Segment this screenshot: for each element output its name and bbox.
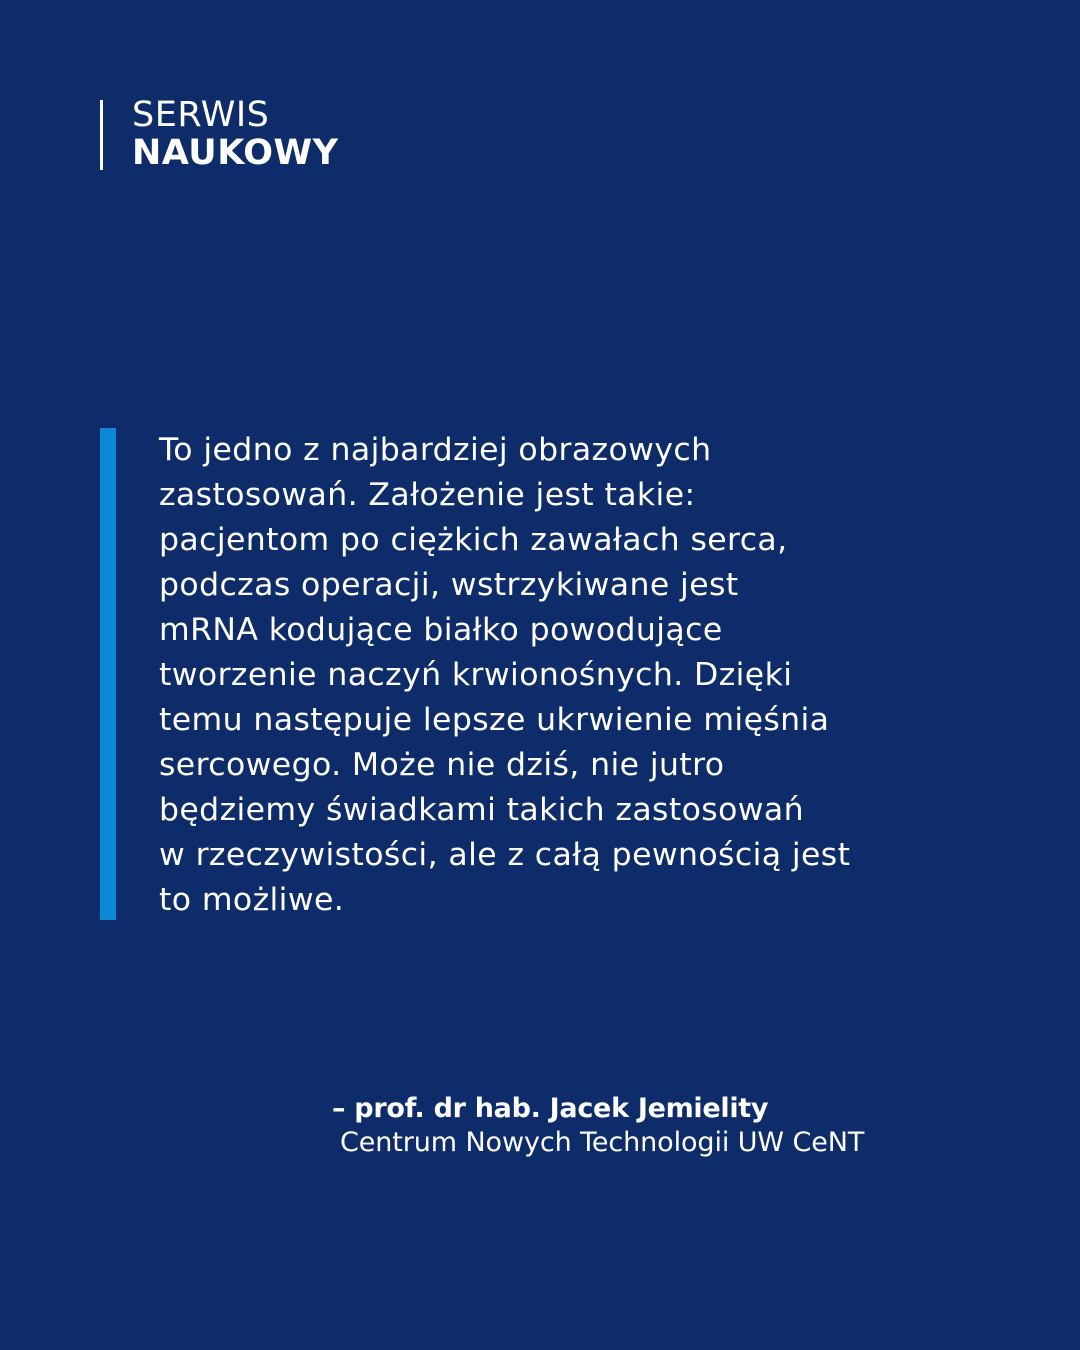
logo-line-serwis: SERWIS [132, 95, 270, 135]
quote-line: tworzenie naczyń krwionośnych. Dzięki [159, 657, 793, 693]
quote-line: sercowego. Może nie dziś, nie jutro [159, 747, 725, 783]
quote-line: będziemy świadkami takich zastosowań [159, 792, 804, 828]
logo-line-naukowy: NAUKOWY [132, 133, 339, 173]
quote-line: zastosowań. Założenie jest takie: [159, 477, 696, 513]
quote-line: temu następuje lepsze ukrwienie mięśnia [159, 702, 830, 738]
logo-text [132, 96, 338, 172]
quote-text [159, 428, 949, 923]
quote-line: mRNA kodujące białko powodujące [159, 612, 723, 648]
quote-line: podczas operacji, wstrzykiwane jest [159, 567, 739, 603]
author-name: – prof. dr hab. Jacek Jemielity [332, 1093, 769, 1124]
quote-line: w rzeczywistości, ale z całą pewnością jest [159, 837, 851, 873]
quote-attribution [332, 1092, 864, 1160]
quote-line: to możliwe. [159, 882, 345, 918]
quote-line: To jedno z najbardziej obrazowych [159, 432, 712, 468]
quote-accent-bar [100, 428, 116, 920]
logo-divider [100, 100, 103, 170]
quote-line: pacjentom po ciężkich zawałach serca, [159, 522, 788, 558]
author-affiliation: Centrum Nowych Technologii UW CeNT [340, 1127, 865, 1158]
